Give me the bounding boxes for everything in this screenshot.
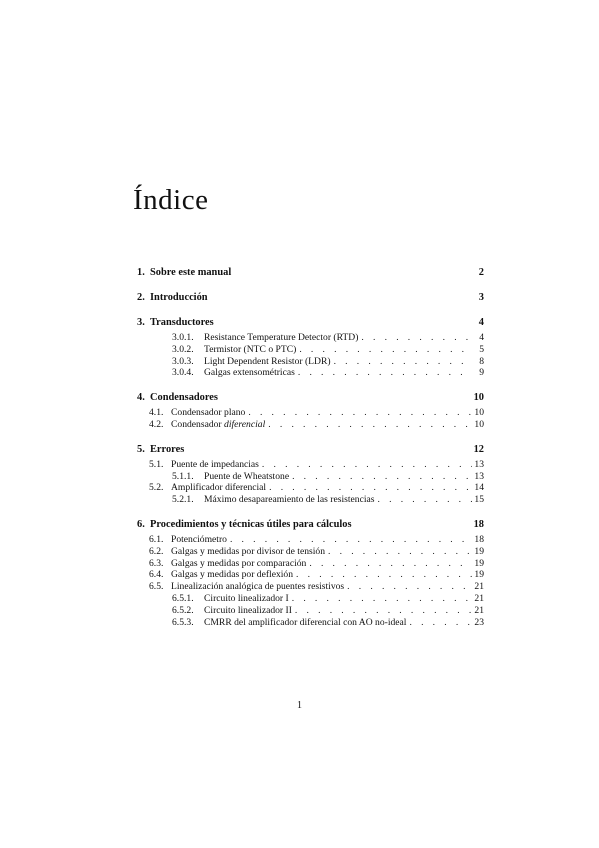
- toc-entry-number: 3.0.3.: [172, 355, 194, 367]
- toc-entry-page: 13: [474, 458, 484, 470]
- toc-entry-title: [171, 482, 266, 494]
- page-number: 1: [297, 700, 302, 711]
- toc-entry-title-italic: diferencial: [224, 418, 266, 430]
- toc-entry-title: [171, 459, 259, 471]
- toc-entry-title: [204, 471, 289, 483]
- toc-entry-title: [204, 617, 406, 629]
- toc-entry-page: 21: [474, 592, 484, 604]
- toc-entry-title: [171, 558, 306, 570]
- toc-entry[interactable]: [137, 367, 484, 379]
- toc-entry-title-text: Termistor (NTC o PTC): [204, 343, 297, 355]
- toc-entry-number: 5.2.: [149, 482, 164, 494]
- toc-entry-title-text: Potenciómetro: [171, 533, 227, 545]
- toc-entry-number: 6.3.: [149, 557, 164, 569]
- toc-entry-page: 10: [474, 407, 484, 419]
- table-of-contents: [137, 266, 484, 628]
- toc-entry-number: 3.0.2.: [172, 343, 194, 355]
- toc-leader-dots: [266, 482, 472, 494]
- toc-entry-page: 10: [474, 418, 484, 430]
- toc-section-title: Introducción: [150, 292, 208, 303]
- toc-section[interactable]: [137, 316, 484, 329]
- toc-section-number: 2.: [137, 292, 145, 303]
- toc-entry-title: [204, 593, 289, 605]
- toc-entry-title: [204, 605, 292, 617]
- toc-entry-title: [204, 356, 331, 368]
- toc-entry-title-text: Resistance Temperature Detector (RTD): [204, 332, 359, 343]
- toc-entry-number: 6.4.: [149, 569, 164, 581]
- toc-entry[interactable]: [137, 605, 484, 617]
- toc-entry[interactable]: [137, 344, 484, 356]
- toc-entry[interactable]: [137, 419, 484, 431]
- toc-entry-title: [171, 407, 245, 419]
- toc-section[interactable]: [137, 291, 484, 304]
- toc-entry-title-text: Condensador plano: [171, 407, 246, 419]
- toc-entry[interactable]: [137, 459, 484, 471]
- toc-leader-dots: [292, 605, 472, 617]
- toc-section[interactable]: [137, 266, 484, 279]
- toc-entry-title: [204, 367, 295, 379]
- toc-entry-page: 19: [474, 557, 484, 569]
- toc-section-page: 2: [478, 267, 484, 278]
- toc-entry[interactable]: [137, 581, 484, 593]
- toc-entry-title-text: Galgas y medidas por comparación: [171, 557, 307, 569]
- toc-entry-title-text: Galgas y medidas por divisor de tensión: [171, 545, 326, 557]
- toc-entry-title: [171, 569, 293, 581]
- toc-section-title: Errores: [150, 443, 185, 455]
- toc-entry[interactable]: [137, 471, 484, 483]
- toc-leader-dots: [344, 581, 472, 593]
- toc-entry-page: 19: [474, 545, 484, 557]
- toc-entry-title-text: Light Dependent Resistor (LDR): [204, 355, 331, 367]
- toc-entry-number: 6.5.: [149, 581, 164, 593]
- toc-entry[interactable]: [137, 593, 484, 605]
- toc-entry-page: 8: [479, 355, 484, 367]
- toc-entry-title-text: Linealización analógica de puentes resistivos: [171, 581, 345, 593]
- toc-leader-dots: [306, 558, 472, 570]
- toc-leader-dots: [295, 367, 472, 379]
- toc-entry-number: 6.2.: [149, 545, 164, 557]
- toc-section-page: 18: [473, 518, 484, 530]
- toc-section-number: 6.: [137, 518, 145, 530]
- toc-entry-number: 4.1.: [149, 407, 164, 419]
- toc-leader-dots: [331, 356, 472, 368]
- toc-entry-number: 6.1.: [149, 533, 164, 545]
- toc-entry-page: 14: [474, 482, 484, 494]
- toc-entry-number: 6.5.2.: [172, 604, 194, 616]
- toc-entry-page: 19: [474, 569, 484, 581]
- toc-entry-page: 21: [474, 604, 484, 616]
- toc-entry-title-text: CMRR del amplificador diferencial con AO no-ideal: [204, 616, 407, 628]
- toc-section-page: 12: [473, 443, 484, 455]
- toc-leader-dots: [406, 617, 472, 629]
- toc-entry-number: 3.0.4.: [172, 367, 194, 379]
- toc-entry-number: 6.5.3.: [172, 616, 194, 628]
- toc-leader-dots: [293, 569, 472, 581]
- toc-section-page: 4: [478, 317, 484, 328]
- toc-entry-title: [171, 546, 325, 558]
- toc-leader-dots: [375, 494, 473, 506]
- toc-section-title: Sobre este manual: [150, 267, 232, 278]
- toc-entry-number: 6.5.1.: [172, 592, 194, 604]
- toc-entry-title: [171, 419, 265, 431]
- toc-leader-dots: [325, 546, 472, 558]
- toc-entry-page: 23: [474, 616, 484, 628]
- toc-entry-title-text: Puente de Wheatstone: [204, 470, 290, 482]
- toc-entry-title: [204, 332, 358, 344]
- toc-leader-dots: [289, 593, 472, 605]
- toc-entry-title-text: Condensador: [171, 418, 222, 430]
- toc-entry-title: [204, 344, 296, 356]
- toc-entry-title-text: Amplificador diferencial: [171, 482, 267, 494]
- toc-entry[interactable]: [137, 617, 484, 629]
- toc-leader-dots: [296, 344, 472, 356]
- toc-section[interactable]: [137, 443, 484, 456]
- toc-section[interactable]: [137, 391, 484, 404]
- toc-section-number: 1.: [137, 267, 145, 278]
- toc-entry-title-text: Máximo desapareamiento de las resistencias: [204, 494, 375, 506]
- toc-entry-page: 13: [474, 470, 484, 482]
- toc-entry-title-text: Galgas extensométricas: [204, 367, 295, 379]
- toc-entry[interactable]: [137, 546, 484, 558]
- toc-entry-number: 5.1.: [149, 458, 164, 470]
- toc-section-title: Condensadores: [150, 392, 218, 404]
- toc-entry[interactable]: [137, 534, 484, 546]
- toc-leader-dots: [358, 332, 472, 344]
- toc-section-number: 3.: [137, 317, 145, 328]
- toc-entry[interactable]: [137, 332, 484, 344]
- toc-section-number: 4.: [137, 392, 145, 404]
- toc-section-page: 3: [478, 292, 484, 303]
- toc-entry-number: 4.2.: [149, 418, 164, 430]
- toc-leader-dots: [245, 407, 472, 419]
- toc-leader-dots: [227, 534, 472, 546]
- toc-entry-number: 3.0.1.: [172, 332, 194, 343]
- toc-entry-title-text: Circuito linealizador II: [204, 604, 292, 616]
- toc-entry[interactable]: [137, 494, 484, 506]
- toc-section-title: Transductores: [150, 317, 214, 328]
- toc-entry[interactable]: [137, 356, 484, 368]
- toc-entry[interactable]: [137, 569, 484, 581]
- toc-leader-dots: [289, 471, 472, 483]
- toc-entry-title: [204, 494, 375, 506]
- toc-entry-page: 9: [479, 367, 484, 379]
- toc-entry-page: 18: [474, 533, 484, 545]
- page-title: Índice: [133, 184, 209, 216]
- toc-section-title: Procedimientos y técnicas útiles para cálculos: [150, 518, 352, 530]
- toc-entry[interactable]: [137, 407, 484, 419]
- toc-section-page: 10: [473, 392, 484, 404]
- toc-entry-number: 5.2.1.: [172, 494, 194, 506]
- toc-entry-title: [171, 581, 344, 593]
- toc-entry-title-text: Puente de impedancias: [171, 458, 259, 470]
- toc-entry-title-text: Circuito linealizador I: [204, 592, 289, 604]
- toc-entry-page: 21: [474, 581, 484, 593]
- toc-section[interactable]: [137, 518, 484, 531]
- toc-entry-page: 4: [479, 332, 484, 343]
- toc-entry[interactable]: [137, 482, 484, 494]
- toc-entry-title: [171, 534, 227, 546]
- toc-entry-number: 5.1.1.: [172, 470, 194, 482]
- toc-entry[interactable]: [137, 558, 484, 570]
- toc-section-number: 5.: [137, 443, 145, 455]
- toc-entry-title-text: Galgas y medidas por deflexión: [171, 569, 294, 581]
- toc-leader-dots: [259, 459, 472, 471]
- toc-entry-page: 5: [479, 343, 484, 355]
- toc-entry-page: 15: [474, 494, 484, 506]
- toc-leader-dots: [265, 419, 472, 431]
